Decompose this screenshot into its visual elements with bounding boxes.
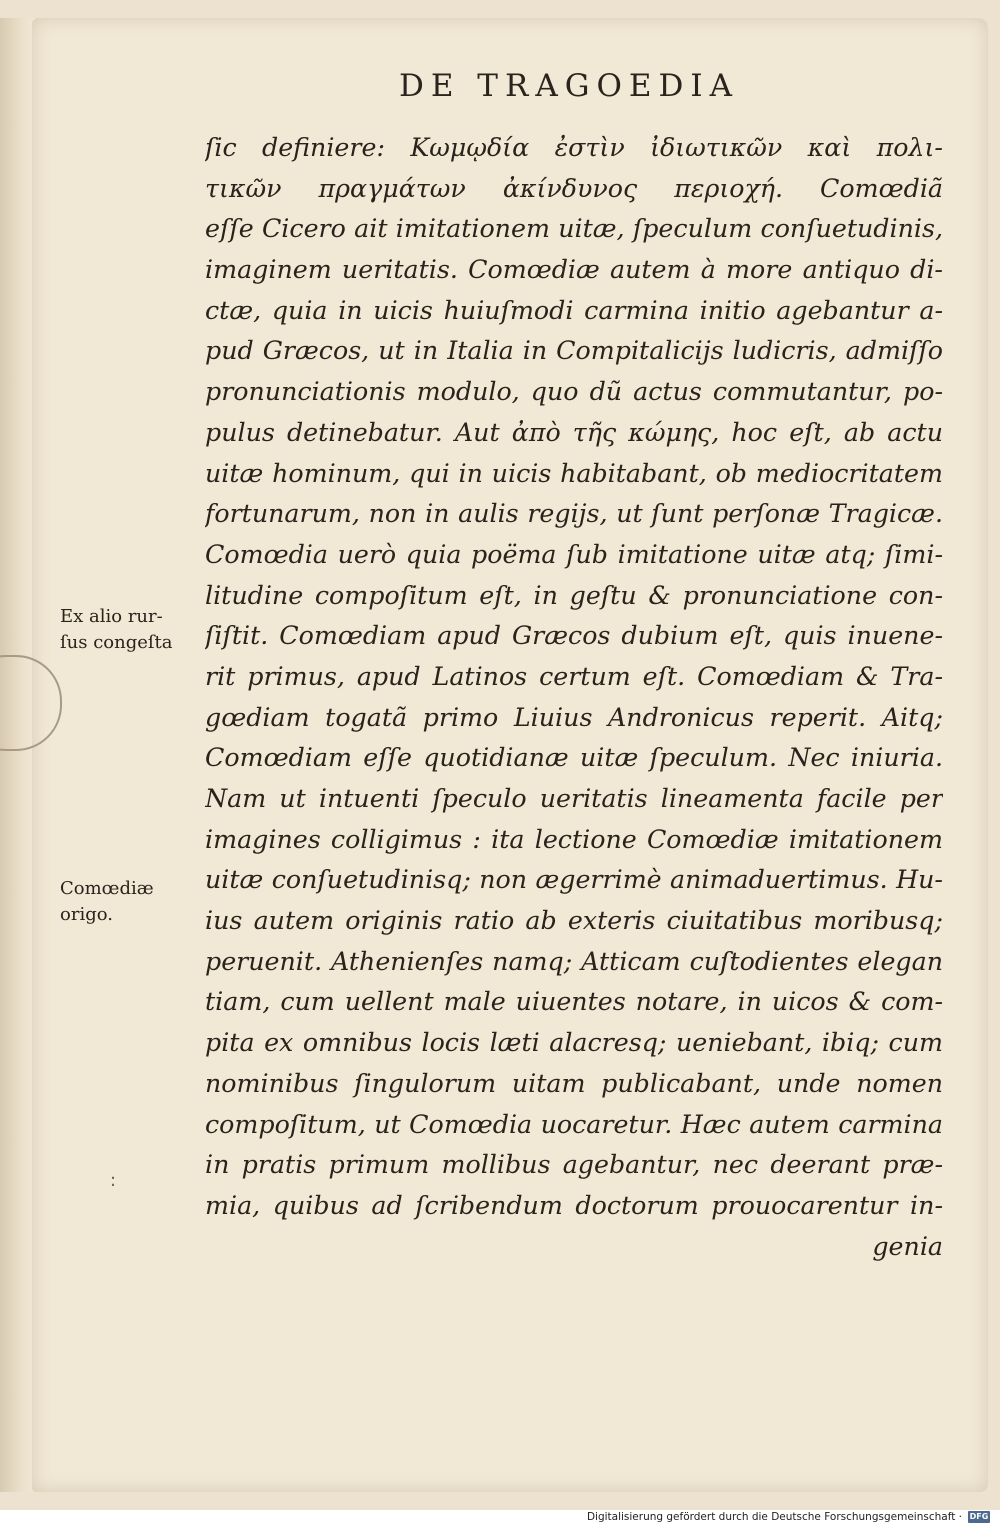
dfg-logo-icon: DFG — [969, 1512, 989, 1521]
text-line: eſſe Cicero ait imitationem uitæ, ſpeculum conſuetudinis, — [205, 214, 943, 244]
text-line: nominibus ſingulorum uitam publicabant, unde nomen — [205, 1068, 943, 1098]
text-line: fortunarum, non in aulis regijs, ut ſunt perſonæ Tragicæ. — [205, 499, 943, 529]
text-line: peruenit. Athenienſes namq; Atticam cuſtodientes elegan — [205, 946, 943, 976]
text-line: Nam ut intuenti ſpeculo ueritatis lineamenta facile per — [205, 784, 943, 813]
text-line: ſic definiere: Κωμῳδία ἐστὶν ἰδιωτικῶν καὶ πολι- — [205, 133, 943, 162]
text-line: ius autem originis ratio ab exteris ciuitatibus moribusq; — [205, 906, 943, 936]
body-text — [205, 128, 943, 1267]
text-line: rit primus, apud Latinos certum eſt. Comœdiam & Tra- — [205, 661, 943, 691]
marginal-note-2 — [60, 876, 154, 928]
text-line: τικῶν πραγμάτων ἀκίνδυνος περιοχή. Comœdiã — [205, 173, 943, 203]
marginal-note-line: ſus congeſta — [60, 632, 173, 653]
funding-notice: Digitalisierung gefördert durch die Deutsche Forschungsgemeinschaft · — [586, 1511, 962, 1523]
text-line: ſiſtit. Comœdiam apud Græcos dubium eſt, quis inuene- — [205, 621, 943, 651]
text-line: Comœdiam eſſe quotidianæ uitæ ſpeculum. Nec iniuria. — [205, 743, 943, 773]
text-line: pulus detinebatur. Aut ἀπὸ τῆς κώμης, hoc eſt, ab actu — [205, 417, 943, 447]
marginal-note-line: origo. — [60, 904, 113, 925]
text-line: gœdiam togatã primo Liuius Andronicus reperit. Aitq; — [205, 702, 943, 732]
footer — [587, 1509, 990, 1525]
marginal-note-line: Ex alio rur- — [60, 606, 163, 627]
text-line: tiam, cum uellent male uiuentes notare, in uicos & com- — [205, 987, 943, 1017]
text-line: litudine compoſitum eſt, in geſtu & pronunciatione con- — [205, 580, 943, 610]
text-line: uitæ hominum, qui in uicis habitabant, ob mediocritatem — [205, 458, 943, 488]
running-head: DE TRAGOEDIA — [398, 68, 740, 104]
text-line: imaginem ueritatis. Comœdiæ autem à more antiquo di- — [205, 255, 943, 285]
marginal-note-line: Comœdiæ — [60, 878, 154, 899]
text-line: pita ex omnibus locis læti alacresq; ueniebant, ibiq; cum — [205, 1028, 943, 1058]
text-line: compoſitum, ut Comœdia uocaretur. Hæc autem carmina — [205, 1109, 943, 1139]
text-line: genia — [872, 1231, 943, 1261]
text-line: pronunciationis modulo, quo dũ actus commutantur, po- — [205, 377, 943, 407]
text-line: Comœdia uerò quia poëma ſub imitatione uitæ atq; ſimi- — [205, 539, 943, 569]
text-line: mia, quibus ad ſcribendum doctorum prouocarentur in- — [205, 1190, 943, 1220]
marginal-note-1 — [60, 604, 173, 656]
text-line: in pratis primum mollibus agebantur, nec deerant præ- — [205, 1150, 943, 1180]
text-line: pud Græcos, ut in Italia in Compitalicijs ludicris, admiſſo — [205, 336, 943, 366]
text-line: ctæ, quia in uicis huiuſmodi carmina initio agebantur a- — [205, 295, 943, 325]
text-line: uitæ conſuetudinisq; non ægerrimè animaduertimus. Hu- — [205, 865, 943, 895]
text-line: imagines colligimus : ita lectione Comœdiæ imitationem — [205, 824, 943, 854]
margin-mark: : — [110, 1170, 117, 1191]
